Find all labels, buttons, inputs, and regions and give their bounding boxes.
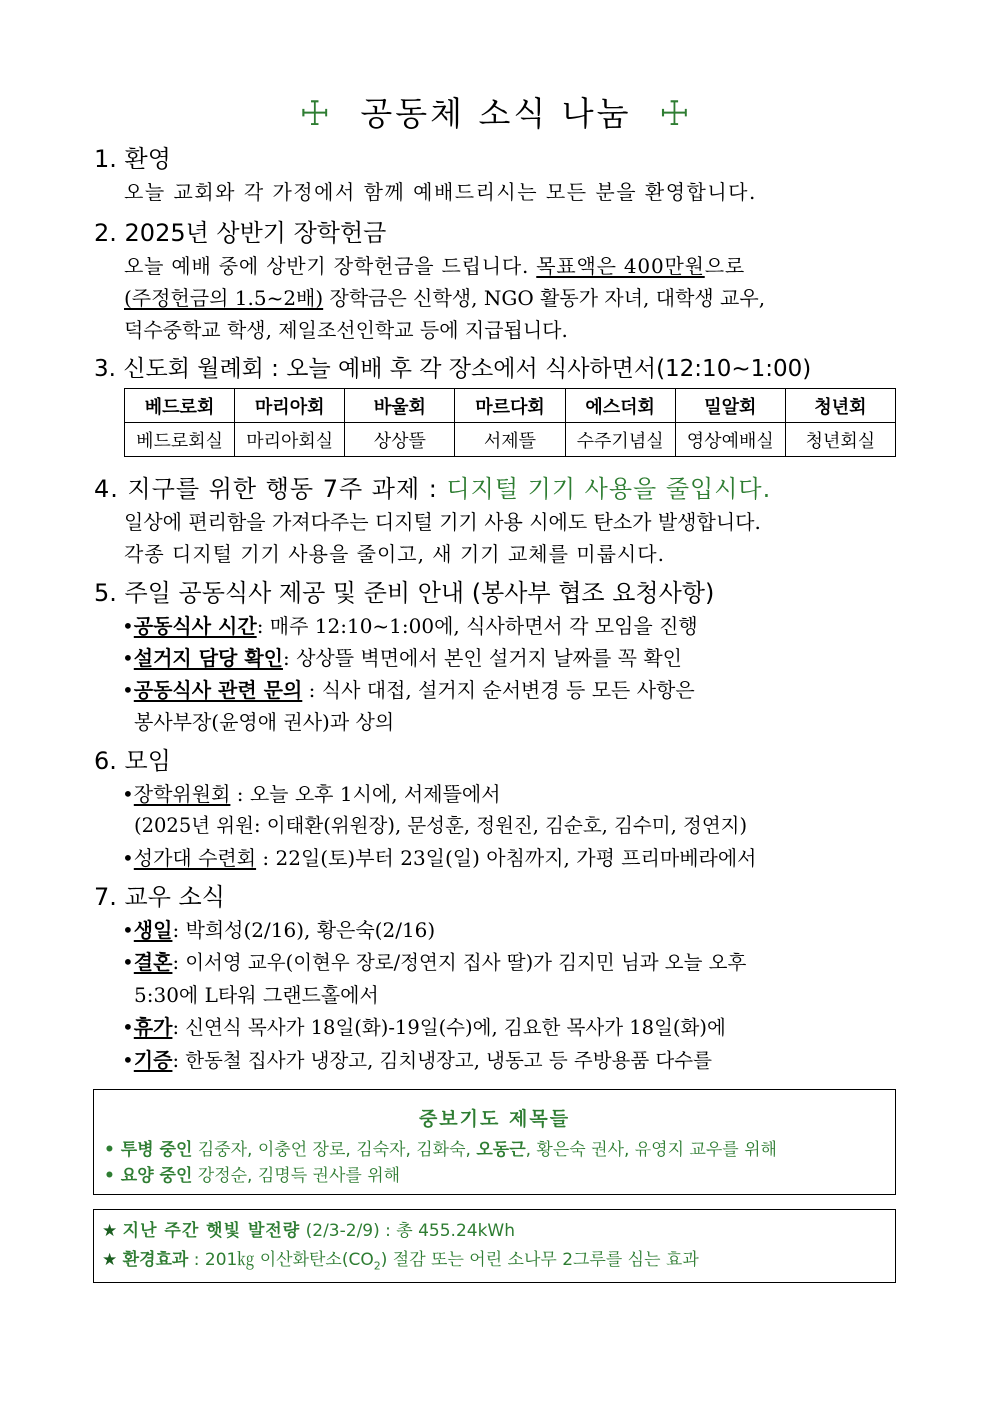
section-heading: 5. 주일 공동식사 제공 및 준비 안내 (봉사부 협조 요청사항) <box>94 579 715 607</box>
prayer-label: • 투병 중인 <box>104 1140 193 1160</box>
section-earth-action <box>94 472 904 570</box>
table-cell: 마리아회 <box>235 389 345 423</box>
table-cell: 에스더회 <box>565 389 675 423</box>
donation-text: : 한동철 집사가 냉장고, 김치냉장고, 냉동고 등 주방용품 다수를 <box>172 1049 712 1072</box>
welcome-text: 오늘 교회와 각 가정에서 함께 예배드리시는 모든 분을 환영합니다. <box>124 180 757 204</box>
scholarship-goal: 목표액은 400만원 <box>536 254 705 278</box>
section-shared-meal: 5. 주일 공동식사 제공 및 준비 안내 (봉사부 협조 요청사항) •공동식사 시간: 매주 12:10~1:00에, 식사하면서 각 모임을 진행 •설거지 담당 확인: 상상뜰 벽면에서 본인 설거지 날짜를 꼭 확인 •공동식사 관련 문의 : 식사 대접, 설거지 순서변경 등 모든 사항은 봉사부장(윤영애 권사)과 상의 <box>94 576 904 738</box>
section-heading: 7. 교우 소식 <box>94 883 225 911</box>
section-scholarship <box>94 216 904 346</box>
page-title <box>0 88 992 135</box>
table-cell: 마리아회실 <box>235 423 345 457</box>
table-cell: 베드로회실 <box>125 423 235 457</box>
section-monthly-meeting <box>94 352 904 386</box>
table-cell: 수주기념실 <box>565 423 675 457</box>
table-cell: 청년회실 <box>785 423 895 457</box>
meal-inquiry-text: 봉사부장(윤영애 권사)과 상의 <box>134 710 395 734</box>
scholarship-text: 덕수중학교 학생, 제일조선인학교 등에 지급됩니다. <box>124 318 568 342</box>
solar-line <box>94 1246 895 1280</box>
star-icon: ★ <box>102 1250 118 1270</box>
table-cell: 밀알회 <box>675 389 785 423</box>
section-heading: 3. 신도회 월례회 : 오늘 예배 후 각 장소에서 식사하면서(12:10~1:00) <box>94 356 812 382</box>
scholarship-committee-label: 장학위원회 <box>133 782 231 806</box>
committee-members: (2025년 위원: 이태환(위원장), 문성훈, 정원진, 김순호, 김수미, 정연지) <box>134 814 748 837</box>
meal-time-text: : 매주 12:10~1:00에, 식사하면서 각 모임을 진행 <box>256 614 698 638</box>
table-cell: 상상뜰 <box>345 423 455 457</box>
table-cell: 바울회 <box>345 389 455 423</box>
cross-icon: ☩ <box>299 94 333 134</box>
solar-line <box>94 1217 895 1246</box>
meal-inquiry-label: 공동식사 관련 문의 <box>133 678 303 702</box>
section-heading <box>94 472 904 506</box>
vacation-text: : 신연식 목사가 18일(화)-19일(수)에, 김요한 목사가 18일(화)에 <box>172 1016 726 1039</box>
effect-text: : 201㎏ 이산화탄소(CO <box>188 1250 374 1270</box>
table-cell: 베드로회 <box>125 389 235 423</box>
scholarship-committee-text: : 오늘 오후 1시에, 서제뜰에서 <box>230 782 501 806</box>
list-item <box>94 1137 895 1163</box>
page-title-text: 공동체 소식 나눔 <box>360 94 632 133</box>
effect-text: ) 절감 또는 어린 소나무 2그루를 심는 효과 <box>380 1250 699 1270</box>
prayer-text: 김중자, 이충언 장로, 김숙자, 김화숙, <box>192 1140 477 1160</box>
effect-text: 2 <box>373 1259 381 1273</box>
section-welcome <box>94 142 904 208</box>
wedding-label: 결혼 <box>133 950 173 974</box>
list-item <box>94 1163 895 1189</box>
choir-retreat-label: 성가대 수련회 <box>133 846 257 870</box>
birthday-text: : 박희성(2/16), 황은숙(2/16) <box>172 918 436 942</box>
cross-icon: ☩ <box>659 94 693 134</box>
scholarship-text: 장학금은 신학생, NGO 활동가 자녀, 대학생 교우, <box>323 286 766 310</box>
star-icon: ★ <box>102 1221 118 1241</box>
table-cell: 마르다회 <box>455 389 565 423</box>
earth-action-text: 각종 디지털 기기 사용을 줄이고, 새 기기 교체를 미룹시다. <box>124 542 665 566</box>
meeting-table <box>124 388 896 457</box>
solar-text: (2/3-2/9) : 총 455.24kWh <box>300 1221 516 1241</box>
donation-label: 기증 <box>133 1048 173 1072</box>
meal-inquiry-text: : 식사 대접, 설거지 순서변경 등 모든 사항은 <box>302 678 695 702</box>
scholarship-ratio: (주정헌금의 1.5~2배) <box>124 286 324 310</box>
vacation-label: 휴가 <box>133 1015 173 1039</box>
table-cell: 청년회 <box>785 389 895 423</box>
prayer-text: 강정순, 김명득 권사를 위해 <box>192 1166 401 1186</box>
prayer-text: , 황은숙 권사, 유영지 교우를 위해 <box>525 1140 777 1160</box>
table-row <box>125 423 896 457</box>
wedding-text: 5:30에 L타워 그랜드홀에서 <box>134 983 379 1007</box>
section-heading: 2. 2025년 상반기 장학헌금 <box>94 219 387 247</box>
table-cell: 서제뜰 <box>455 423 565 457</box>
section-heading: 1. 환영 <box>94 145 171 173</box>
prayer-label: • 요양 중인 <box>104 1166 193 1186</box>
dishwashing-text: : 상상뜰 벽면에서 본인 설거지 날짜를 꼭 확인 <box>282 646 682 670</box>
section-meetings: 6. 모임 •장학위원회 : 오늘 오후 1시에, 서제뜰에서 (2025년 위원: 이태환(위원장), 문성훈, 정원진, 김순호, 김수미, 정연지) •성가대 수련회 : 22일(토)부터 23일(일) 아침까지, 가평 프리마베라에서 <box>94 744 904 874</box>
meal-time-label: 공동식사 시간 <box>133 614 257 638</box>
scholarship-text: 으로 <box>704 254 745 278</box>
section-member-news: 7. 교우 소식 •생일: 박희성(2/16), 황은숙(2/16) •결혼: 이서영 교우(이현우 장로/정연지 집사 딸)가 김지민 님과 오늘 오후 5:30에 L타워 그랜드홀에서 •휴가: 신연식 목사가 18일(화)-19일(수)에, 김요한 목사가 18일(화)에 •기증: 한동철 집사가 냉장고, 김치냉장고, 냉동고 등 주방용품 다수를 <box>94 880 904 1077</box>
birthday-label: 생일 <box>133 918 173 942</box>
choir-retreat-text: : 22일(토)부터 23일(일) 아침까지, 가평 프리마베라에서 <box>256 846 757 870</box>
earth-action-text: 일상에 편리함을 가져다주는 디지털 기기 사용 시에도 탄소가 발생합니다. <box>124 510 761 534</box>
solar-label: 지난 주간 햇빛 발전량 <box>122 1221 301 1241</box>
section-heading-text: 4. 지구를 위한 행동 7주 과제 : <box>94 475 447 503</box>
prayer-name: 오동근 <box>476 1140 526 1160</box>
table-cell: 영상예배실 <box>675 423 785 457</box>
scholarship-text: 오늘 예배 중에 상반기 장학헌금을 드립니다. <box>124 254 537 278</box>
prayer-title: 중보기도 제목들 <box>418 1108 571 1130</box>
table-row <box>125 389 896 423</box>
weekly-task: 디지털 기기 사용을 줄입시다. <box>446 475 772 503</box>
prayer-box <box>93 1089 896 1195</box>
solar-box <box>93 1209 896 1283</box>
dishwashing-label: 설거지 담당 확인 <box>133 646 283 670</box>
effect-label: 환경효과 <box>122 1250 189 1270</box>
wedding-text: : 이서영 교우(이현우 장로/정연지 집사 딸)가 김지민 님과 오늘 오후 <box>172 951 747 974</box>
section-heading: 6. 모임 <box>94 747 171 775</box>
